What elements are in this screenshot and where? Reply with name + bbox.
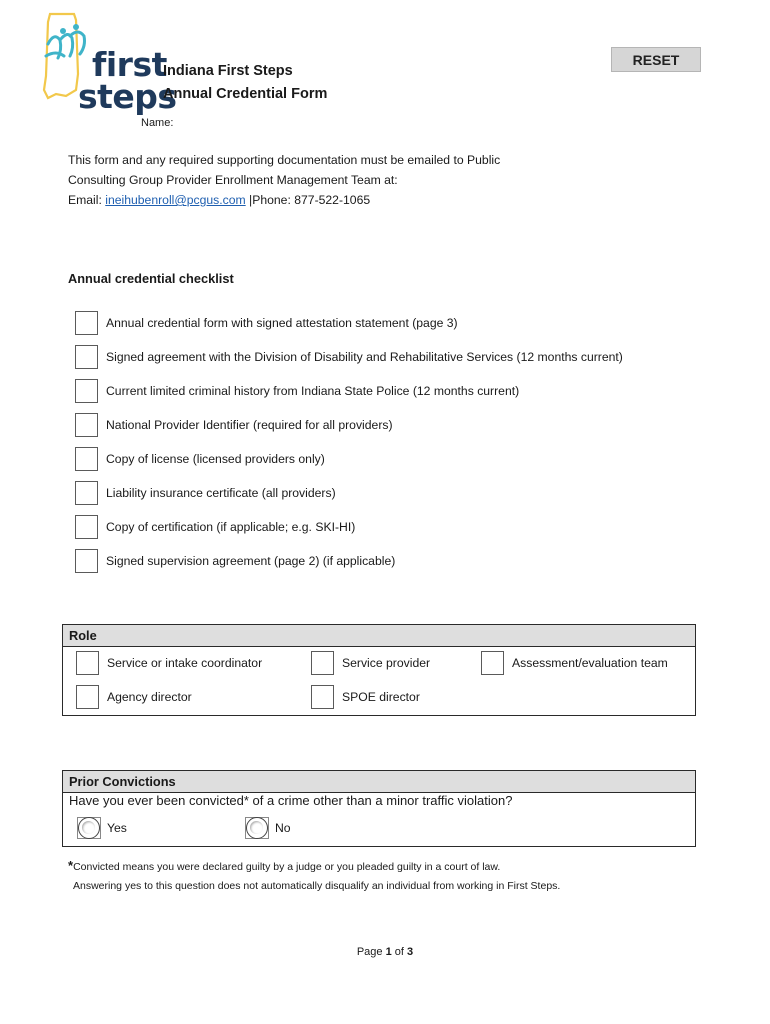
checklist-checkbox[interactable] — [75, 379, 98, 403]
checklist-item-label: Signed agreement with the Division of Disability and Rehabilitative Services (12 months current) — [106, 350, 623, 364]
role-option-label: Agency director — [107, 690, 192, 704]
checklist-item-label: Liability insurance certificate (all providers) — [106, 486, 336, 500]
intro-line-2: Consulting Group Provider Enrollment Management Team at: — [68, 173, 398, 187]
convictions-table — [62, 770, 696, 847]
convictions-heading: Prior Convictions — [63, 771, 695, 793]
footnote-line-1 — [68, 856, 560, 877]
email-link[interactable]: ineihubenroll@pcgus.com — [105, 193, 246, 207]
first-steps-logo — [40, 10, 177, 118]
role-heading: Role — [63, 625, 695, 647]
footnote-star: * — [68, 858, 74, 873]
checklist-item-label: National Provider Identifier (required for all providers) — [106, 418, 393, 432]
footnote-line-1-text: Convicted means you were declared guilty by a judge or you pleaded guilty in a court of law. — [73, 861, 501, 873]
intro-line-1: This form and any required supporting documentation must be emailed to Public — [68, 153, 501, 167]
logo-word-first: first — [92, 45, 167, 84]
role-option-label: Service or intake coordinator — [107, 656, 263, 670]
checklist-item-label: Copy of license (licensed providers only) — [106, 452, 325, 466]
role-option-label: Assessment/evaluation team — [512, 656, 668, 670]
role-checkbox[interactable] — [76, 685, 99, 709]
checklist-item-label: Copy of certification (if applicable; e.g. SKI-HI) — [106, 520, 356, 534]
checklist-checkbox[interactable] — [75, 413, 98, 437]
page-number: 1 — [385, 946, 392, 958]
no-radio[interactable] — [246, 817, 268, 839]
role-checkbox[interactable] — [311, 651, 334, 675]
logo-word-steps: steps — [78, 77, 177, 116]
checklist-checkbox[interactable] — [75, 447, 98, 471]
checklist-item-label: Current limited criminal history from Indiana State Police (12 months current) — [106, 384, 520, 398]
checklist-checkbox[interactable] — [75, 345, 98, 369]
checklist-item-label: Signed supervision agreement (page 2) (if applicable) — [106, 554, 396, 568]
checklist-checkbox[interactable] — [75, 549, 98, 573]
footnote-line-2: Answering yes to this question does not automatically disqualify an individual from working in First Steps. — [73, 880, 561, 892]
page-indicator — [0, 946, 770, 958]
role-option-label: SPOE director — [342, 690, 420, 704]
footnote — [68, 856, 560, 896]
form-title-line1: Indiana First Steps — [163, 63, 293, 79]
yes-radio[interactable] — [78, 817, 100, 839]
page-mid: of — [391, 946, 408, 958]
page-prefix: Page — [356, 946, 386, 958]
yes-label: Yes — [107, 821, 127, 835]
convictions-question: Have you ever been convicted* of a crime other than a minor traffic violation? — [69, 793, 513, 808]
role-checkbox[interactable] — [76, 651, 99, 675]
checklist-checkbox[interactable] — [75, 481, 98, 505]
checklist-item-label: Annual credential form with signed attestation statement (page 3) — [106, 316, 458, 330]
role-option-label: Service provider — [342, 656, 431, 670]
page-total: 3 — [407, 946, 414, 958]
form-title-line2: Annual Credential Form — [163, 86, 328, 102]
phone-text: |Phone: 877-522-1065 — [245, 193, 371, 207]
checklist-checkbox[interactable] — [75, 311, 98, 335]
intro-paragraph — [68, 150, 588, 210]
role-checkbox[interactable] — [311, 685, 334, 709]
email-prefix: Email: — [68, 193, 106, 207]
role-checkbox[interactable] — [481, 651, 504, 675]
checklist-checkbox[interactable] — [75, 515, 98, 539]
reset-button[interactable]: RESET — [611, 47, 701, 72]
no-label: No — [275, 821, 291, 835]
checklist-heading: Annual credential checklist — [68, 271, 234, 286]
role-table — [62, 624, 696, 716]
name-label: Name: — [141, 117, 174, 129]
intro-contact-line — [68, 190, 588, 210]
